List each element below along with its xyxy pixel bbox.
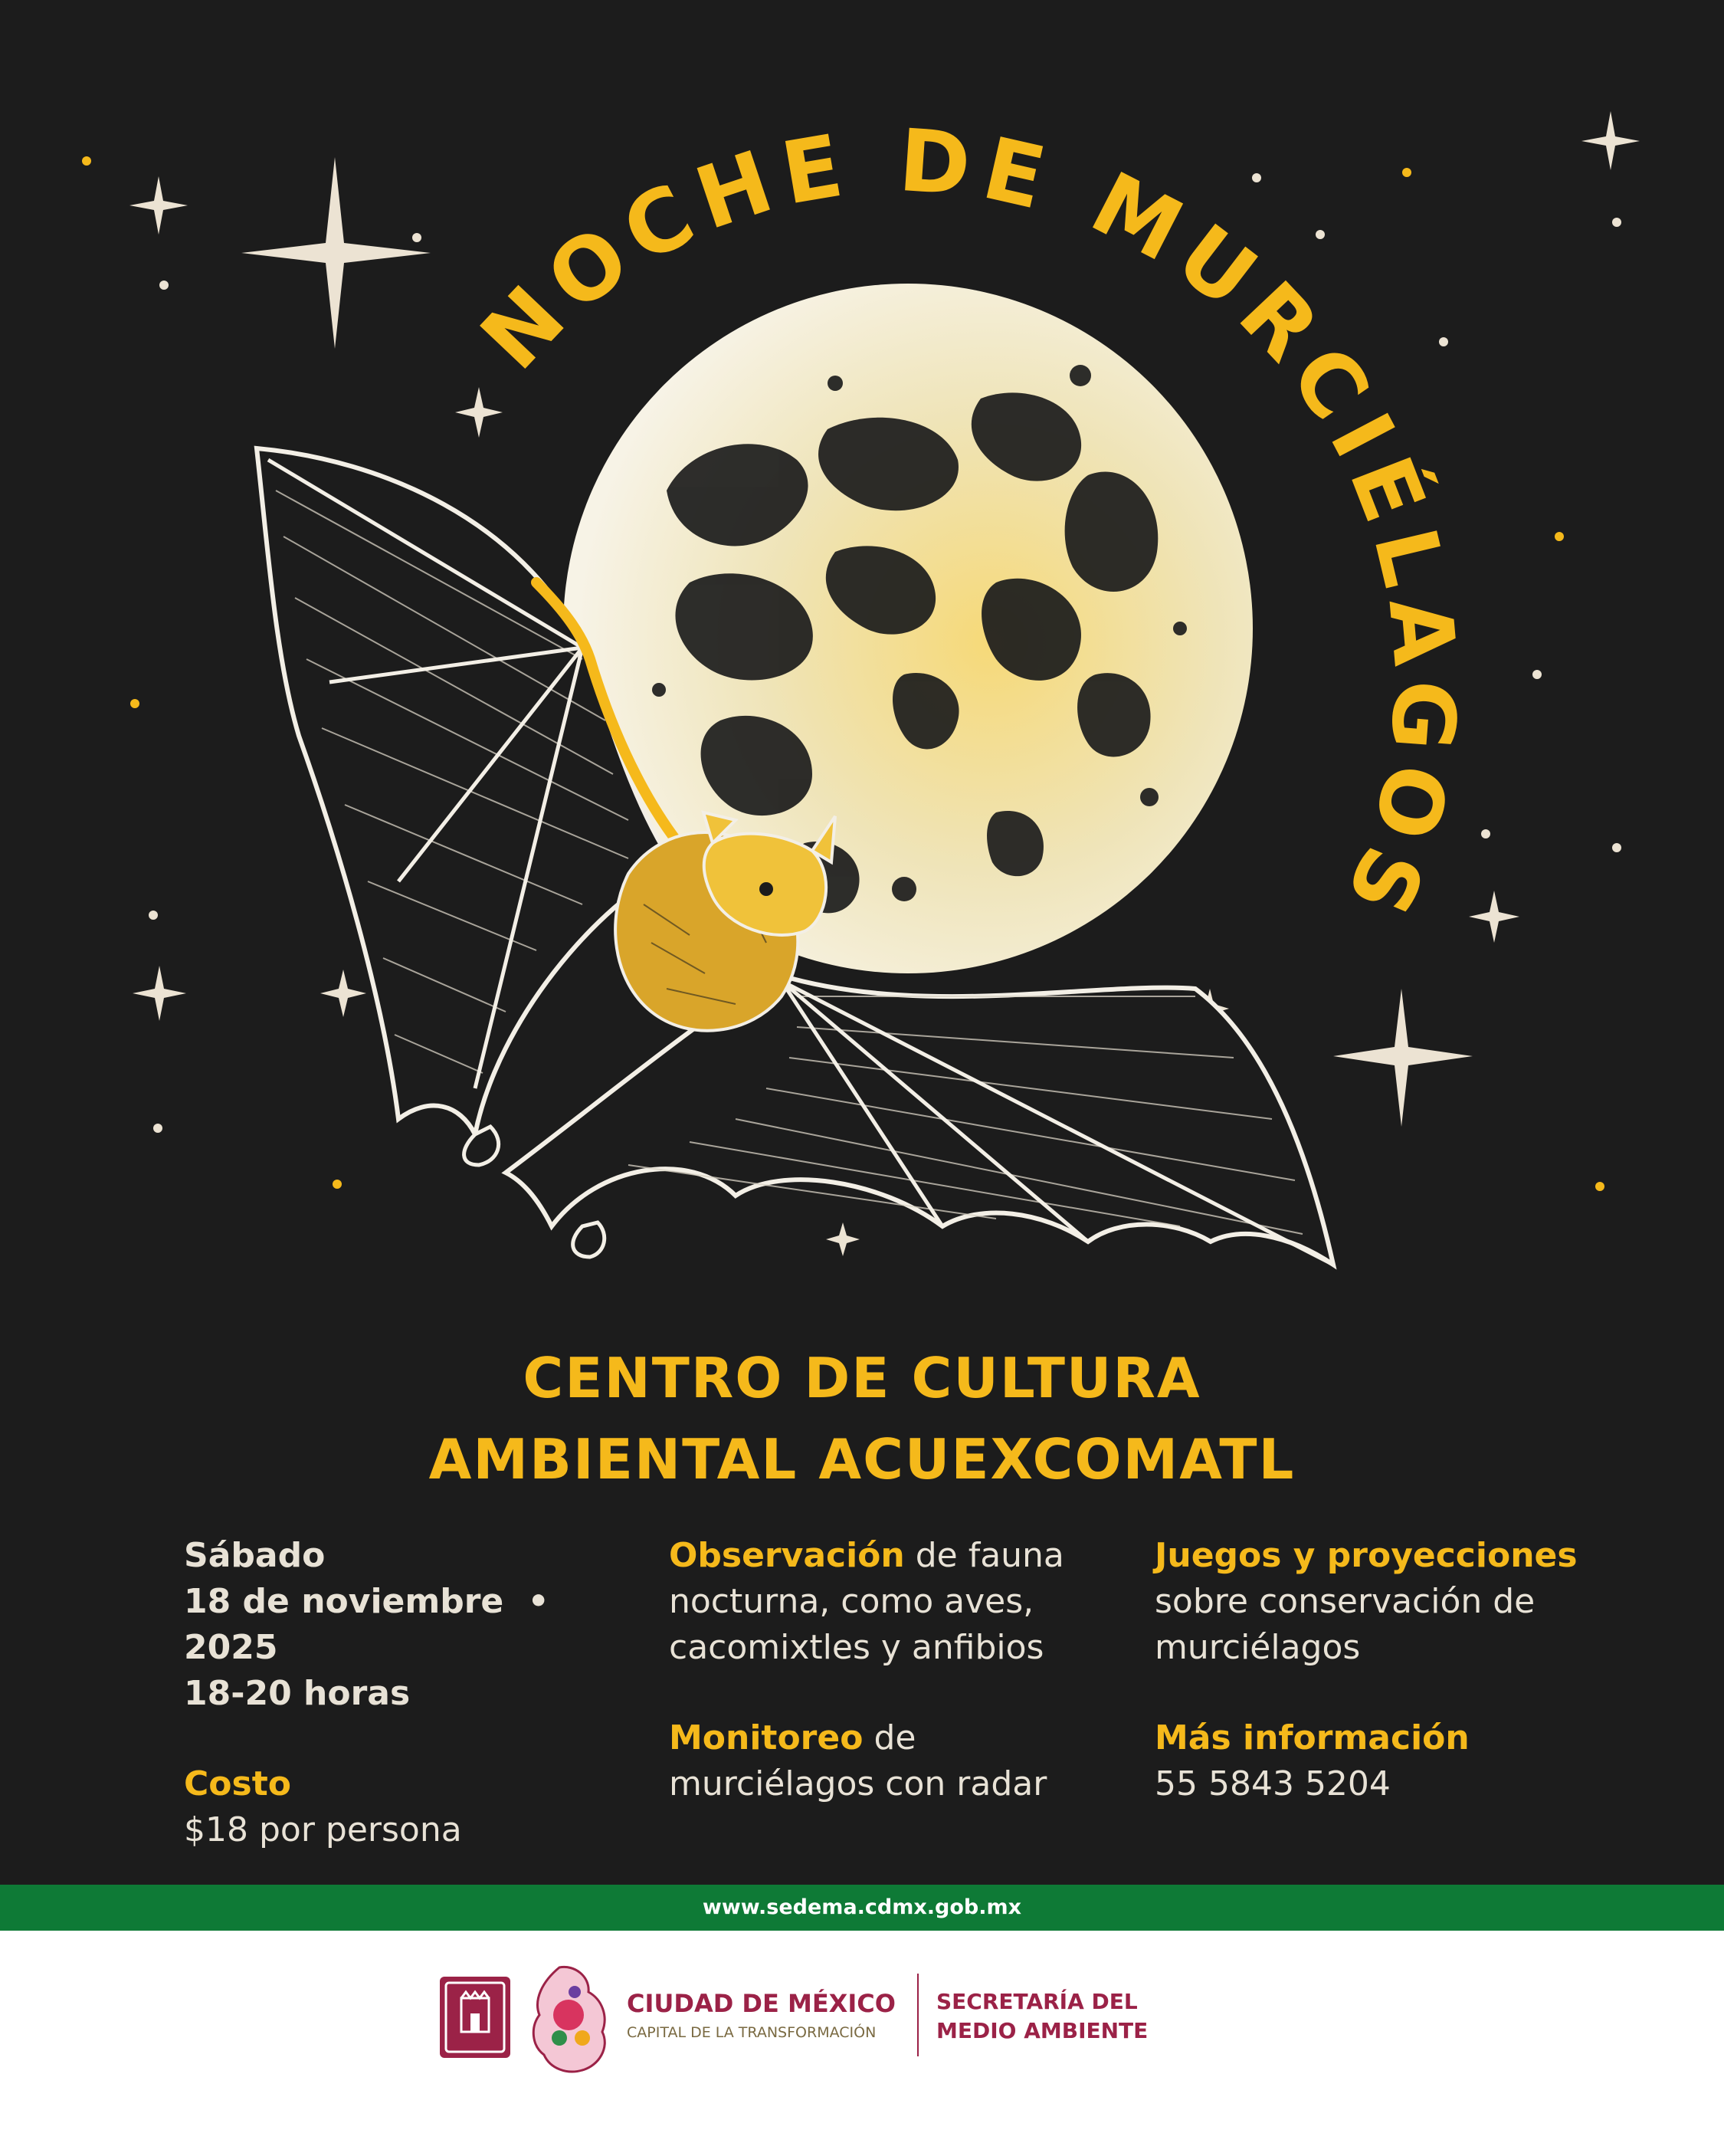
star-icon (455, 387, 503, 438)
activity-monitoring (669, 1715, 1098, 1807)
venue-line-1: CENTRO DE CULTURA (523, 1346, 1201, 1410)
cost-label: Costo (184, 1764, 291, 1803)
event-year: • 2025 (184, 1582, 549, 1667)
city-tagline: CAPITAL DE LA TRANSFORMACIÓN (627, 2024, 877, 2041)
cost-block (184, 1761, 644, 1853)
star-icon (826, 1222, 860, 1256)
activity-games-title: Juegos y proyecciones (1155, 1536, 1578, 1575)
cdmx-map-logo-icon (529, 1961, 613, 2076)
extras-column (1155, 1533, 1630, 1807)
star-icon (133, 966, 186, 1021)
website-link[interactable]: www.sedema.cdmx.gob.mx (702, 1895, 1022, 1919)
activity-games-text: sobre conservación de murciélagos (1155, 1582, 1536, 1667)
activity-monitoring-title: Monitoreo (669, 1718, 864, 1757)
website-bar (0, 1885, 1724, 1931)
activities-column (669, 1533, 1098, 1807)
poster-title-text: NOCHE DE MURCIÉLAGOS (462, 110, 1476, 939)
star-icon (1469, 891, 1519, 943)
contact-phone: 55 5843 5204 (1155, 1764, 1391, 1803)
cost-value: $18 por persona (184, 1810, 462, 1849)
contact-block (1155, 1715, 1630, 1807)
event-date-line (184, 1579, 644, 1671)
activity-observation-title: Observación (669, 1536, 905, 1575)
event-hours: 18-20 horas (184, 1674, 411, 1713)
activity-monitoring-text: de murciélagos con radar (669, 1718, 1047, 1803)
star-icon (241, 157, 431, 349)
star-icon (1581, 111, 1640, 170)
event-day: Sábado (184, 1536, 326, 1575)
footer-divider (917, 1974, 919, 2056)
secretaria-line-1: SECRETARÍA DEL (936, 1989, 1138, 2014)
contact-label: Más información (1155, 1718, 1470, 1757)
coat-of-arms-icon (438, 1975, 512, 2059)
activity-observation (669, 1533, 1098, 1671)
secretaria-line-2: MEDIO AMBIENTE (936, 2018, 1149, 2043)
venue-name (0, 1337, 1724, 1500)
footer (0, 1931, 1724, 2156)
star-icon (1333, 989, 1473, 1127)
activity-games (1155, 1533, 1630, 1671)
star-icon (320, 970, 366, 1017)
star-icon (129, 176, 188, 235)
schedule-column (184, 1533, 644, 1853)
activity-observation-text: de fauna nocturna, como aves, cacomixtles y anfibios (669, 1536, 1064, 1667)
city-name: CIUDAD DE MÉXICO (627, 1989, 896, 2018)
event-date: 18 de noviembre (184, 1582, 504, 1621)
venue-line-2: AMBIENTAL ACUEXCOMATL (428, 1427, 1296, 1491)
